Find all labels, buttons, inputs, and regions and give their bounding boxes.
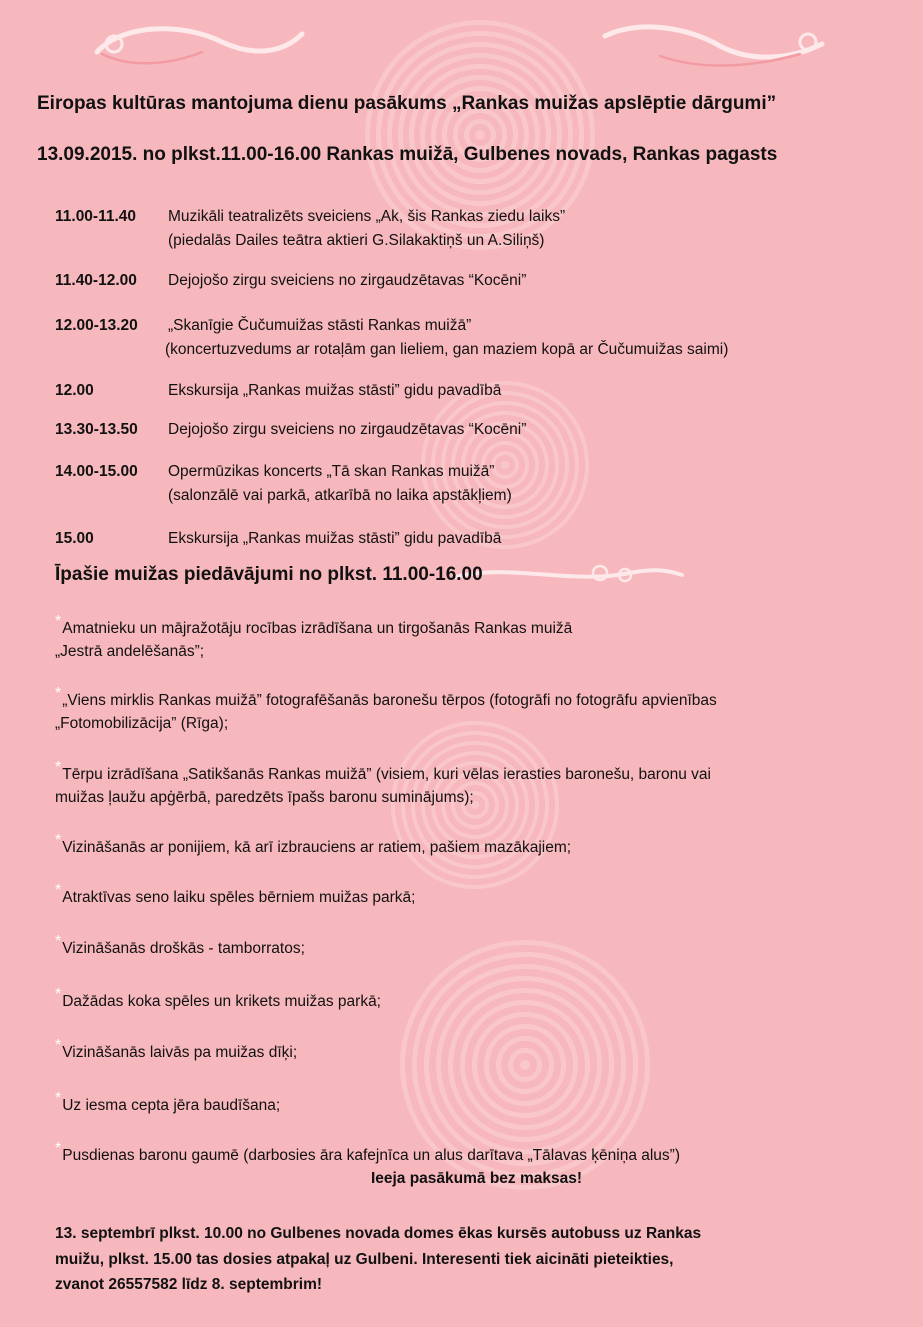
offer-item — [55, 685, 885, 735]
swirl-ornament-icon — [600, 14, 830, 74]
schedule-time: 14.00-15.00 — [55, 463, 138, 480]
schedule-time: 11.00-11.40 — [55, 208, 137, 225]
offer-item — [55, 1140, 885, 1167]
offer-line: „Viens mirklis Rankas muižā” fotografēšanās baronešu tērpos (fotogrāfi no fotogrāfu apvienības — [62, 692, 717, 709]
asterisk-icon: * — [55, 882, 62, 899]
schedule-description — [168, 205, 565, 253]
asterisk-icon: * — [55, 685, 62, 702]
offer-line: Tērpu izrādīšana „Satikšanās Rankas muižā” (visiem, kuri vēlas ierasties baronešu, baronu vai — [62, 766, 711, 783]
asterisk-icon: * — [55, 1090, 62, 1107]
schedule-line: (piedalās Dailes teātra aktieri G.Silakaktiņš un A.Siliņš) — [168, 232, 545, 249]
offers-heading: Īpašie muižas piedāvājumi no plkst. 11.00-16.00 — [55, 564, 483, 585]
offer-item — [55, 759, 885, 809]
schedule-time: 15.00 — [55, 530, 94, 547]
schedule-line: Muzikāli teatralizēts sveiciens „Ak, šis Rankas ziedu laiks” — [168, 208, 566, 225]
offer-line: muižas ļaužu apģērbā, paredzēts īpašs baronu suminājums); — [55, 789, 474, 806]
schedule-description — [165, 314, 729, 362]
swirl-ornament-icon — [450, 555, 690, 595]
schedule-time: 13.30-13.50 — [55, 421, 138, 438]
offer-line: Vizināšanās ar ponijiem, kā arī izbrauciens ar ratiem, pašiem mazākajiem; — [62, 839, 572, 856]
offer-item — [55, 613, 885, 663]
offer-line: „Jestrā andelēšanās”; — [55, 643, 205, 660]
schedule-time: 12.00 — [55, 382, 94, 399]
schedule-time: 11.40-12.00 — [55, 272, 137, 289]
offer-line: „Fotomobilizācija” (Rīga); — [55, 715, 229, 732]
schedule-line: Opermūzikas koncerts „Tā skan Rankas muižā” — [168, 463, 495, 480]
offer-line: Vizināšanās droškās - tamborratos; — [62, 940, 305, 957]
offer-line: Pusdienas baronu gaumē (darbosies āra kafejnīca un alus darītava „Tālavas ķēniņa alus”) — [62, 1147, 681, 1164]
free-entry-notice: Ieeja pasākumā bez maksas! — [370, 1170, 583, 1187]
event-date-location: 13.09.2015. no plkst.11.00-16.00 Rankas muižā, Gulbenes novads, Rankas pagasts — [37, 144, 778, 165]
offer-item — [55, 882, 885, 909]
schedule-description — [168, 460, 512, 508]
schedule-line: (salonzālē vai parkā, atkarībā no laika apstākļiem) — [168, 487, 512, 504]
bus-info-line: 13. septembrī plkst. 10.00 no Gulbenes novada domes ēkas kursēs autobuss uz Rankas — [55, 1225, 702, 1242]
offer-line: Uz iesma cepta jēra baudīšana; — [62, 1097, 281, 1114]
asterisk-icon: * — [55, 986, 62, 1003]
swirl-ornament-icon — [92, 14, 312, 74]
bus-info-line: muižu, plkst. 15.00 tas dosies atpakaļ uz Gulbeni. Interesenti tiek aicināti pieteikties, — [55, 1250, 674, 1268]
offer-item — [55, 933, 885, 960]
schedule-time: 12.00-13.20 — [55, 317, 138, 334]
schedule-line: „Skanīgie Čučumuižas stāsti Rankas muižā” — [168, 317, 472, 334]
asterisk-icon: * — [55, 1140, 62, 1157]
event-title: Eiropas kultūras mantojuma dienu pasākums „Rankas muižas apslēptie dārgumi” — [37, 93, 777, 114]
schedule-description: Dejojošo zirgu sveiciens no zirgaudzētavas “Kocēni” — [168, 421, 527, 438]
bus-info — [55, 1221, 875, 1298]
schedule-description: Ekskursija „Rankas muižas stāsti” gidu pavadībā — [168, 530, 502, 547]
bus-info-line: zvanot 26557582 līdz 8. septembrim! — [55, 1276, 323, 1293]
offer-line: Dažādas koka spēles un krikets muižas parkā; — [62, 993, 381, 1010]
schedule-line: (koncertuzvedums ar rotaļām gan lieliem, gan maziem kopā ar Čučumuižas saimi) — [165, 341, 729, 358]
offer-line: Atraktīvas seno laiku spēles bērniem muižas parkā; — [62, 889, 416, 906]
offer-line: Amatnieku un mājražotāju rocības izrādīšana un tirgošanās Rankas muižā — [62, 620, 573, 637]
offer-item — [55, 832, 885, 859]
offer-line: Vizināšanās laivās pa muižas dīķi; — [62, 1044, 298, 1061]
asterisk-icon: * — [55, 832, 62, 849]
offer-item — [55, 1090, 885, 1117]
offer-item — [55, 986, 885, 1013]
asterisk-icon: * — [55, 1037, 62, 1054]
schedule-description: Ekskursija „Rankas muižas stāsti” gidu pavadībā — [168, 382, 502, 399]
asterisk-icon: * — [55, 933, 62, 950]
offer-item — [55, 1037, 885, 1064]
asterisk-icon: * — [55, 759, 62, 776]
asterisk-icon: * — [55, 613, 62, 630]
schedule-description: Dejojošo zirgu sveiciens no zirgaudzētavas “Kocēni” — [168, 272, 527, 289]
